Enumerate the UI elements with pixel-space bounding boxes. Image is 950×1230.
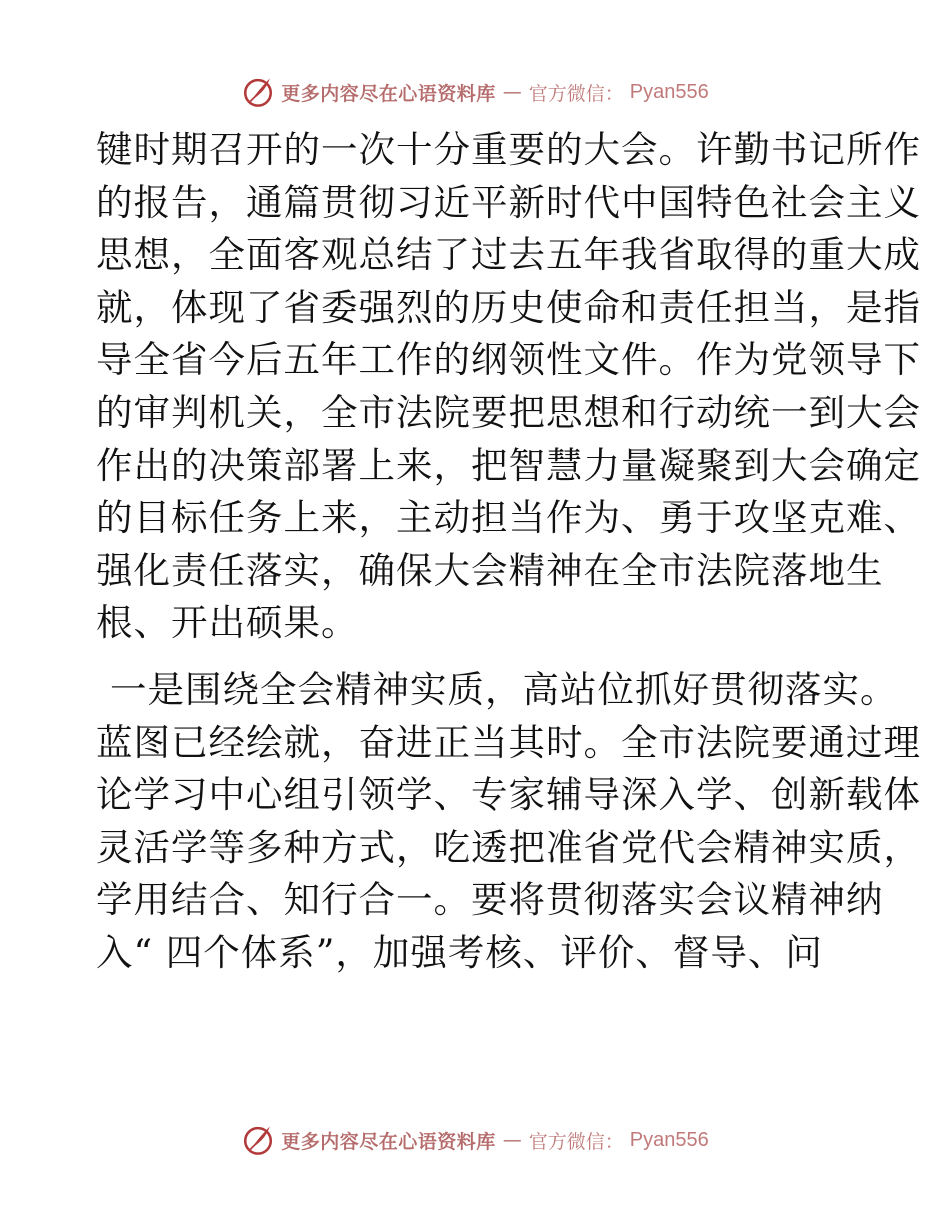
text-line: 学用结合、知行合一。要将贯彻落实会议精神纳 (96, 878, 884, 922)
section-heading: 一是围绕全会精神实质，高站位抓好贯彻落实。 (110, 667, 898, 711)
watermark-wechat-label: 官方微信： (528, 1130, 624, 1153)
text-line: 就，体现了省委强烈的历史使命和责任担当，是指 (96, 285, 921, 329)
text-line: 导全省今后五年工作的纲领性文件。作为党领导下 (96, 338, 921, 382)
document-body (96, 124, 921, 980)
watermark-dash: — (502, 81, 522, 103)
text-line: 键时期召开的一次十分重要的大会。许勤书记所作 (96, 128, 921, 171)
header-watermark (0, 70, 950, 114)
quill-logo-icon (241, 75, 275, 109)
text-line: 灵活学等多种方式，吃透把准省党代会精神实质， (96, 825, 921, 869)
watermark-wechat-label: 官方微信： (528, 82, 624, 105)
watermark-account: Pyan556 (629, 80, 709, 103)
text-line: 的目标任务上来，主动担当作为、勇于攻坚克难、 (96, 496, 921, 540)
paragraph-1 (96, 124, 921, 650)
text-line: 的报告，通篇贯彻习近平新时代中国特色社会主义 (96, 180, 921, 224)
paragraph-2 (96, 717, 921, 980)
text-line: 的审判机关，全市法院要把思想和行动统一到大会 (96, 390, 921, 434)
text-line: 入“ 四个体系”，加强考核、评价、督导、问 (96, 930, 823, 974)
text-line: 论学习中心组引领学、专家辅导深入学、创新载体 (96, 773, 921, 817)
text-line: 蓝图已经绘就，奋进正当其时。全市法院要通过理 (96, 720, 921, 764)
text-line: 思想，全面客观总结了过去五年我省取得的重大成 (96, 233, 921, 277)
text-line: 根、开出硕果。 (96, 601, 359, 645)
text-line: 作出的决策部署上来，把智慧力量凝聚到大会确定 (96, 443, 921, 487)
watermark-slogan: 更多内容尽在心语资料库 (281, 82, 496, 105)
watermark-dash: — (502, 1129, 522, 1151)
quill-logo-icon (241, 1123, 275, 1157)
watermark-slogan: 更多内容尽在心语资料库 (281, 1130, 496, 1153)
paragraph-gap (96, 650, 876, 664)
watermark-account: Pyan556 (629, 1128, 709, 1151)
text-line: 强化责任落实，确保大会精神在全市法院落地生 (96, 548, 884, 592)
footer-watermark (0, 1118, 950, 1162)
